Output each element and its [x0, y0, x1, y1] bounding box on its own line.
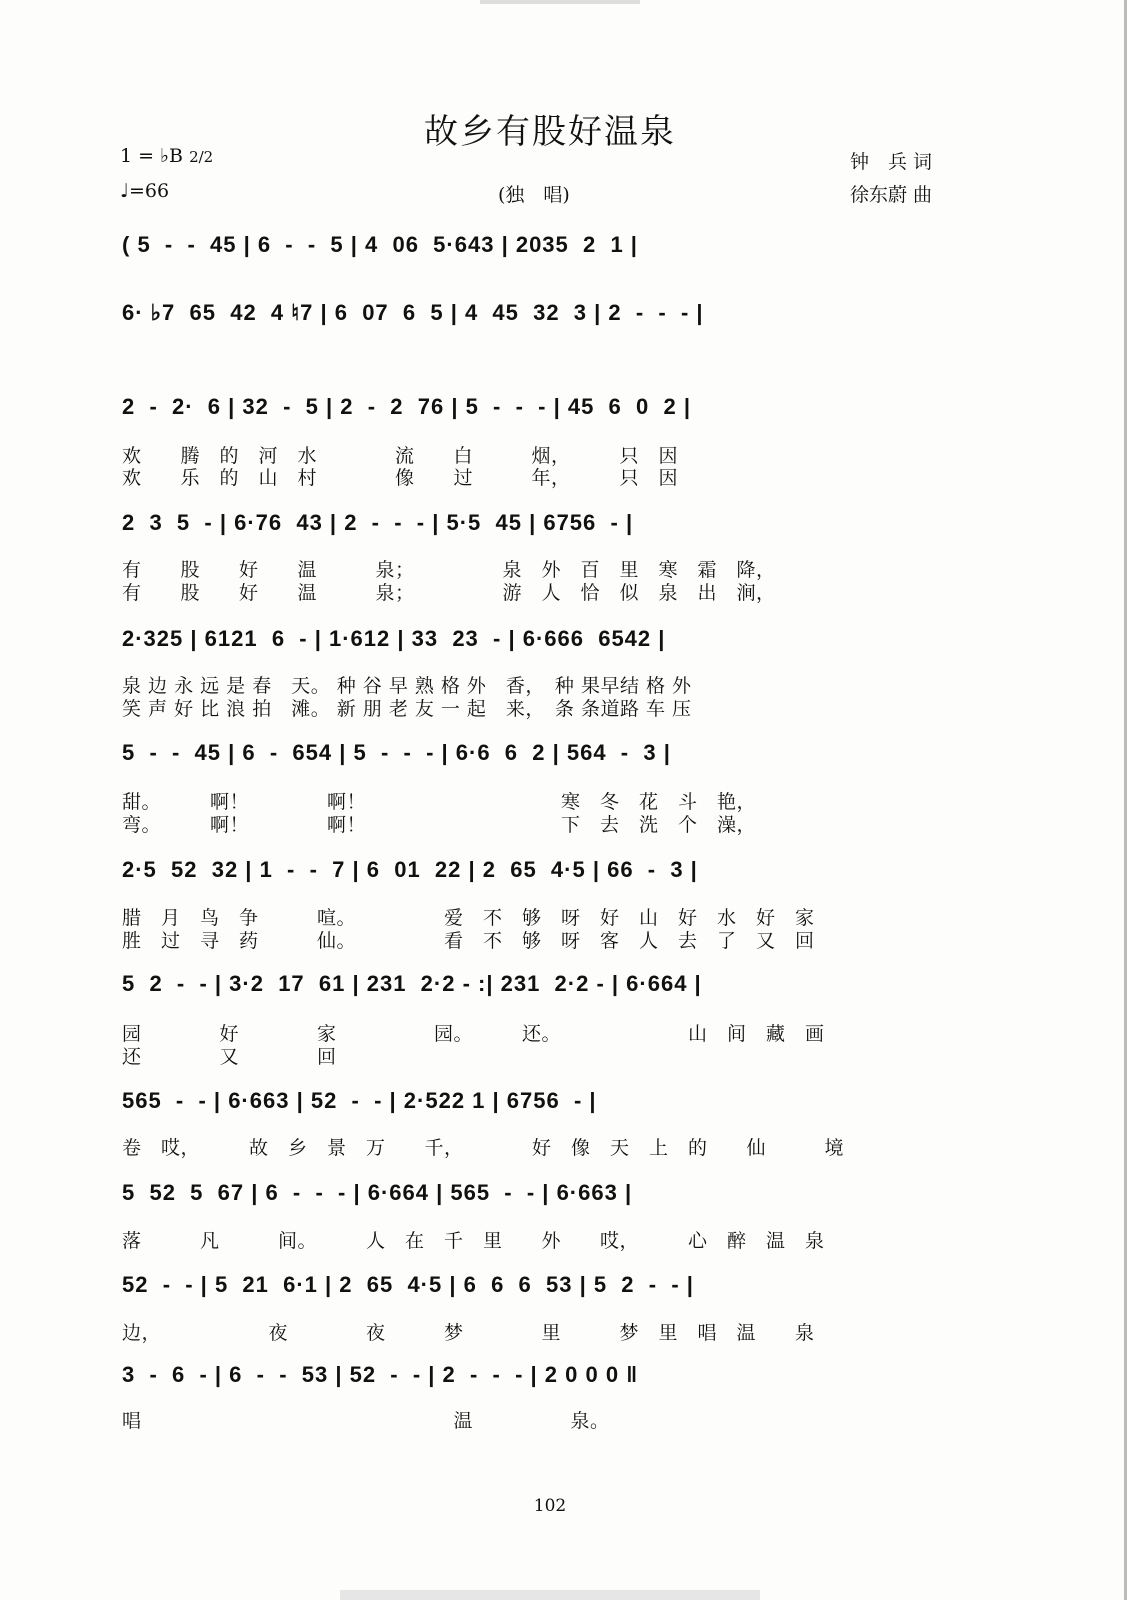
lyric-line: 边， 夜 夜 梦 里 梦 里 唱 温 泉	[122, 1322, 815, 1344]
lyric-line: 腊 月 鸟 争 喧。 爱 不 够 呀 好 山 好 水 好 家	[122, 907, 815, 929]
key-label: 1 = ♭B	[120, 145, 184, 167]
notation-row: 2·5 52 32 | 1 - - 7 | 6 01 22 | 2 65 4·5 | 66 - 3 |	[122, 857, 698, 882]
tempo-mark	[120, 180, 169, 202]
notation-row: ( 5 - - 45 | 6 - - 5 | 4 06 5·643 | 2035 2 1 |	[122, 232, 638, 257]
lyric-line: 园 好 家 园。 还。 山 间 藏 画	[122, 1023, 825, 1045]
notation-row: 52 - - | 5 21 6·1 | 2 65 4·5 | 6 6 6 53 | 5 2 - - |	[122, 1272, 694, 1297]
notation-row: 2·325 | 6121 6 - | 1·612 | 33 23 - | 6·666 6542 |	[122, 626, 666, 651]
lyric-line: 欢 乐 的 山 村 像 过 年， 只 因	[122, 467, 679, 489]
key-signature	[120, 145, 213, 167]
lyric-line: 有 股 好 温 泉； 泉 外 百 里 寒 霜 降，	[122, 559, 776, 581]
notation-row: 2 3 5 - | 6·76 43 | 2 - - - | 5·5 45 | 6756 - |	[122, 510, 634, 535]
lyric-line: 胜 过 寻 药 仙。 看 不 够 呀 客 人 去 了 又 回	[122, 930, 815, 952]
notation-row: 2 - 2· 6 | 32 - 5 | 2 - 2 76 | 5 - - - | 45 6 0 2 |	[122, 394, 691, 419]
notation-row: 5 - - 45 | 6 - 654 | 5 - - - | 6·6 6 2 | 564 - 3 |	[122, 740, 671, 765]
notation-row: 3 - 6 - | 6 - - 53 | 52 - - | 2 - - - | 2 0 0 0 ‖	[122, 1362, 639, 1387]
lyric-line: 唱 温 泉。	[122, 1410, 610, 1432]
notation-row: 5 52 5 67 | 6 - - - | 6·664 | 565 - - | 6·663 |	[122, 1180, 633, 1205]
composer-credit: 徐东蔚 曲	[850, 184, 933, 206]
notation-row: 5 2 - - | 3·2 17 61 | 231 2·2 - :| 231 2·2 - | 6·664 |	[122, 971, 702, 996]
lyric-line: 欢 腾 的 河 水 流 白 烟， 只 因	[122, 445, 679, 467]
scan-artifact	[480, 0, 640, 4]
lyric-line: 泉 边 永 远 是 春 天。 种 谷 早 熟 格 外 香， 种 果早结 格 外	[122, 675, 692, 697]
lyric-line: 弯。 啊！ 啊！ 下 去 洗 个 澡，	[122, 814, 757, 836]
lyric-line: 落 凡 间。 人 在 千 里 外 哎， 心 醉 温 泉	[122, 1230, 825, 1252]
lyric-line: 有 股 好 温 泉； 游 人 恰 似 泉 出 涧，	[122, 582, 776, 604]
lyric-line: 笑 声 好 比 浪 拍 滩。 新 朋 老 友 一 起 来， 条 条道路 车 压	[122, 698, 692, 720]
time-signature: 2/2	[189, 148, 214, 166]
tempo-value: =66	[128, 180, 170, 202]
lyricist-credit: 钟 兵 词	[850, 151, 933, 173]
lyric-line: 甜。 啊！ 啊！ 寒 冬 花 斗 艳，	[122, 791, 757, 813]
scan-artifact	[340, 1590, 760, 1600]
lyric-line: 卷 哎， 故 乡 景 万 千， 好 像 天 上 的 仙 境	[122, 1137, 845, 1159]
song-title: 故乡有股好温泉	[424, 112, 676, 152]
notation-row: 565 - - | 6·663 | 52 - - | 2·522 1 | 6756 - |	[122, 1088, 597, 1113]
notation-row: 6· ♭7 65 42 4 ♮7 | 6 07 6 5 | 4 45 32 3 | 2 - - - |	[122, 300, 704, 325]
lyric-line: 还 又 回	[122, 1046, 337, 1068]
performance-note: (独 唱)	[498, 184, 570, 206]
page-number: 102	[533, 1496, 567, 1516]
quarter-note-icon: ♩	[120, 180, 129, 202]
